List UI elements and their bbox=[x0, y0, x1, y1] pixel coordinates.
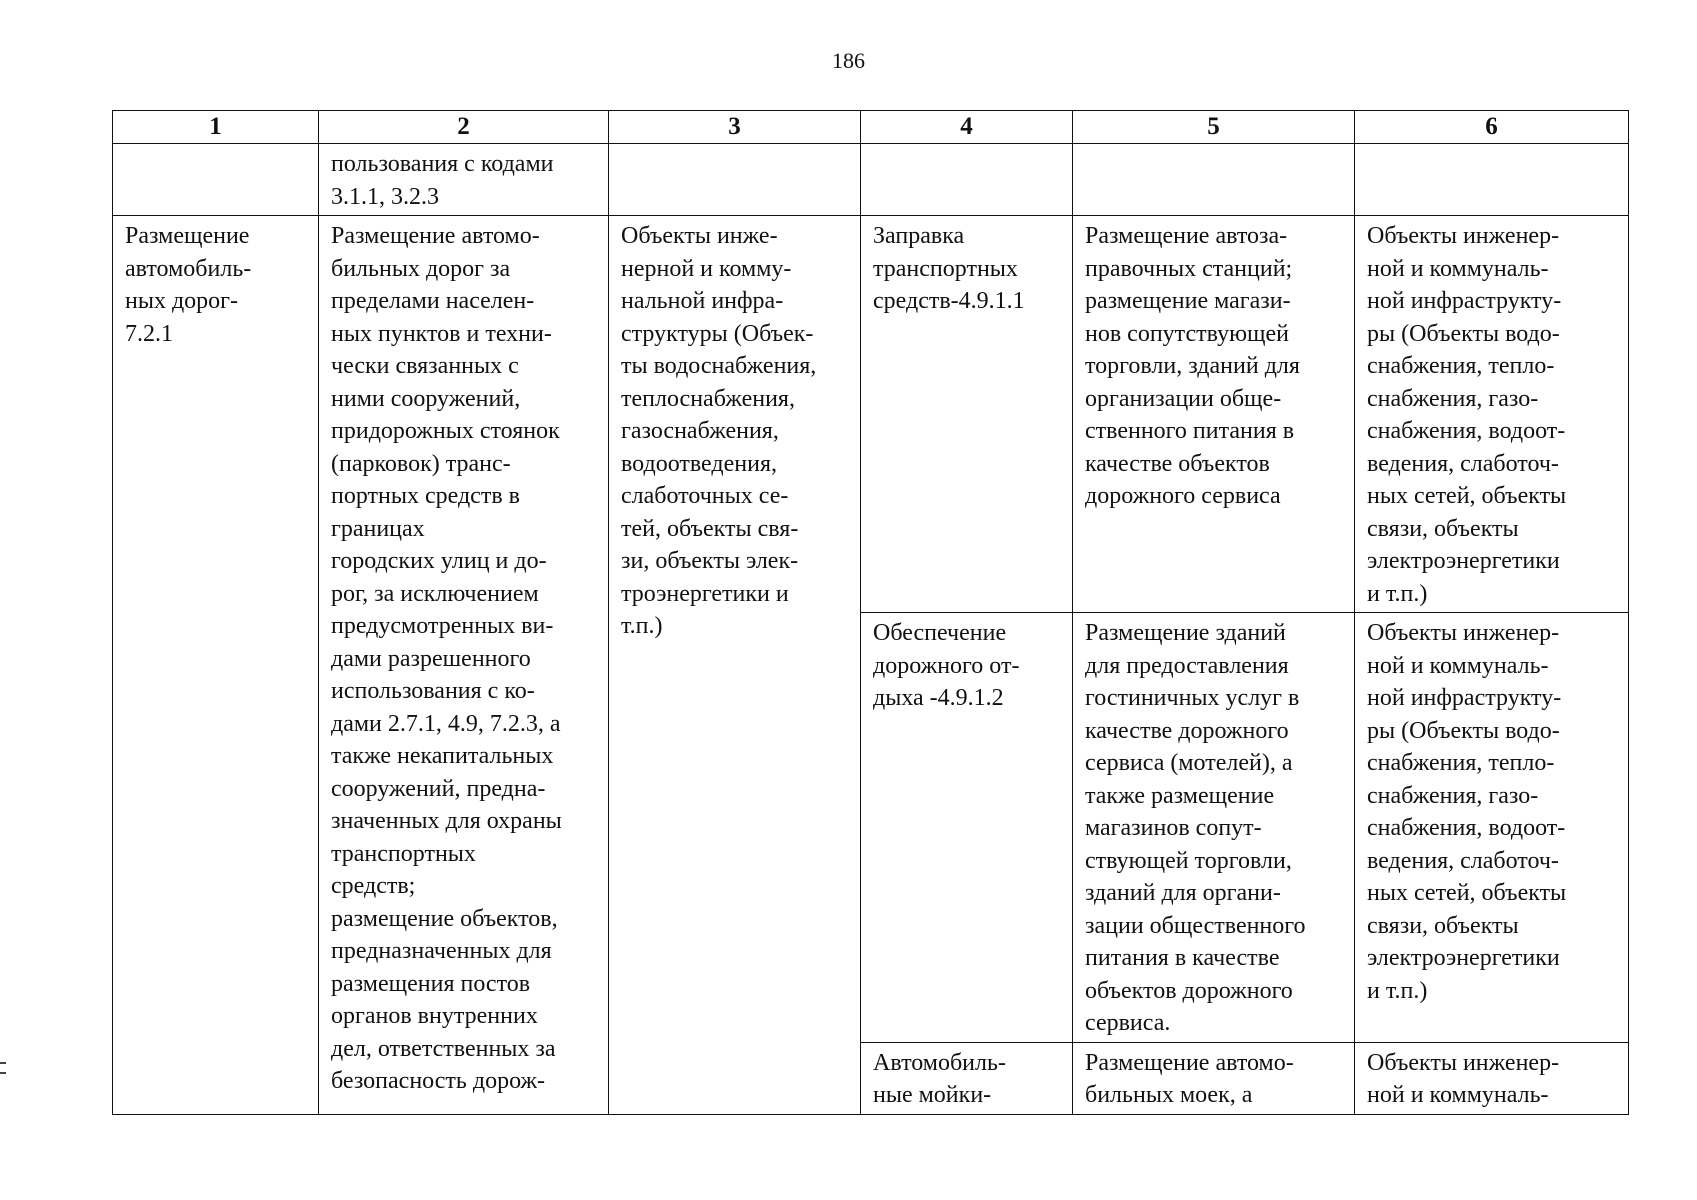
continuation-cell-1 bbox=[113, 144, 319, 216]
continuation-cell-3 bbox=[609, 144, 861, 216]
land-use-table bbox=[112, 110, 1629, 1115]
auxiliary-use-name-cell: Обеспечение дорожного от- дыха -4.9.1.2 bbox=[861, 613, 1073, 1043]
engineering-infrastructure-cell: Объекты инже- нерной и комму- нальной инфра- структуры (Объек- ты водоснабжения, теплоснабжения, газоснабжения, водоотведения, слаботочных се- тей, объекты свя- зи, объекты элек- троэнергетики и т.п.) bbox=[609, 216, 861, 1115]
scan-edge-marks bbox=[0, 1062, 6, 1082]
scan-edge-mark bbox=[0, 1072, 6, 1074]
auxiliary-use-description-cell: Размещение автоза- правочных станций; размещение магази- нов сопутствующей торговли, зданий для организации обще- ственного питания в качестве объектов дорожного сервиса bbox=[1073, 216, 1355, 613]
auxiliary-use-description-cell: Размещение зданий для предоставления гостиничных услуг в качестве дорожного сервиса (мотелей), а также размещение магазинов сопут- ствующей торговли, зданий для органи- зации общественного питания в качестве объектов дорожного сервиса. bbox=[1073, 613, 1355, 1043]
auxiliary-use-name-cell: Заправка транспортных средств-4.9.1.1 bbox=[861, 216, 1073, 613]
page-number: 186 bbox=[832, 48, 865, 73]
auxiliary-use-description-cell: Размещение автомо- бильных моек, а bbox=[1073, 1042, 1355, 1114]
continuation-cell-4 bbox=[861, 144, 1073, 216]
auxiliary-infrastructure-cell: Объекты инженер- ной и коммуналь- bbox=[1355, 1042, 1629, 1114]
column-header-1: 1 bbox=[113, 111, 319, 144]
permitted-use-name-cell: Размещение автомобиль- ных дорог- 7.2.1 bbox=[113, 216, 319, 1115]
column-header-4: 4 bbox=[861, 111, 1073, 144]
header-row bbox=[113, 111, 1629, 144]
continuation-cell-6 bbox=[1355, 144, 1629, 216]
table-row bbox=[113, 216, 1629, 613]
scan-edge-mark bbox=[0, 1062, 6, 1064]
column-header-5: 5 bbox=[1073, 111, 1355, 144]
continuation-row bbox=[113, 144, 1629, 216]
continuation-cell-2: пользования с кодами 3.1.1, 3.2.3 bbox=[319, 144, 609, 216]
continuation-cell-5 bbox=[1073, 144, 1355, 216]
column-header-3: 3 bbox=[609, 111, 861, 144]
auxiliary-use-name-cell: Автомобиль- ные мойки- bbox=[861, 1042, 1073, 1114]
column-header-6: 6 bbox=[1355, 111, 1629, 144]
permitted-use-description-cell: Размещение автомо- бильных дорог за пределами населен- ных пунктов и техни- чески связанных с ними сооружений, придорожных стоянок (парковок) транс- портных средств в границах городских улиц и до- рог, за исключением предусмотренных ви- дами разрешенного использования с ко- дами 2.7.1, 4.9, 7.2.3, а также некапитальных сооружений, предна- значенных для охраны транспортных средств; размещение объектов, предназначенных для размещения постов органов внутренних дел, ответственных за безопасность дорож- bbox=[319, 216, 609, 1115]
auxiliary-infrastructure-cell: Объекты инженер- ной и коммуналь- ной инфраструкту- ры (Объекты водо- снабжения, тепло- снабжения, газо- снабжения, водоот- ведения, слаботоч- ных сетей, объекты связи, объекты электроэнергетики и т.п.) bbox=[1355, 216, 1629, 613]
column-header-2: 2 bbox=[319, 111, 609, 144]
auxiliary-infrastructure-cell: Объекты инженер- ной и коммуналь- ной инфраструкту- ры (Объекты водо- снабжения, тепло- снабжения, газо- снабжения, водоот- ведения, слаботоч- ных сетей, объекты связи, объекты электроэнергетики и т.п.) bbox=[1355, 613, 1629, 1043]
